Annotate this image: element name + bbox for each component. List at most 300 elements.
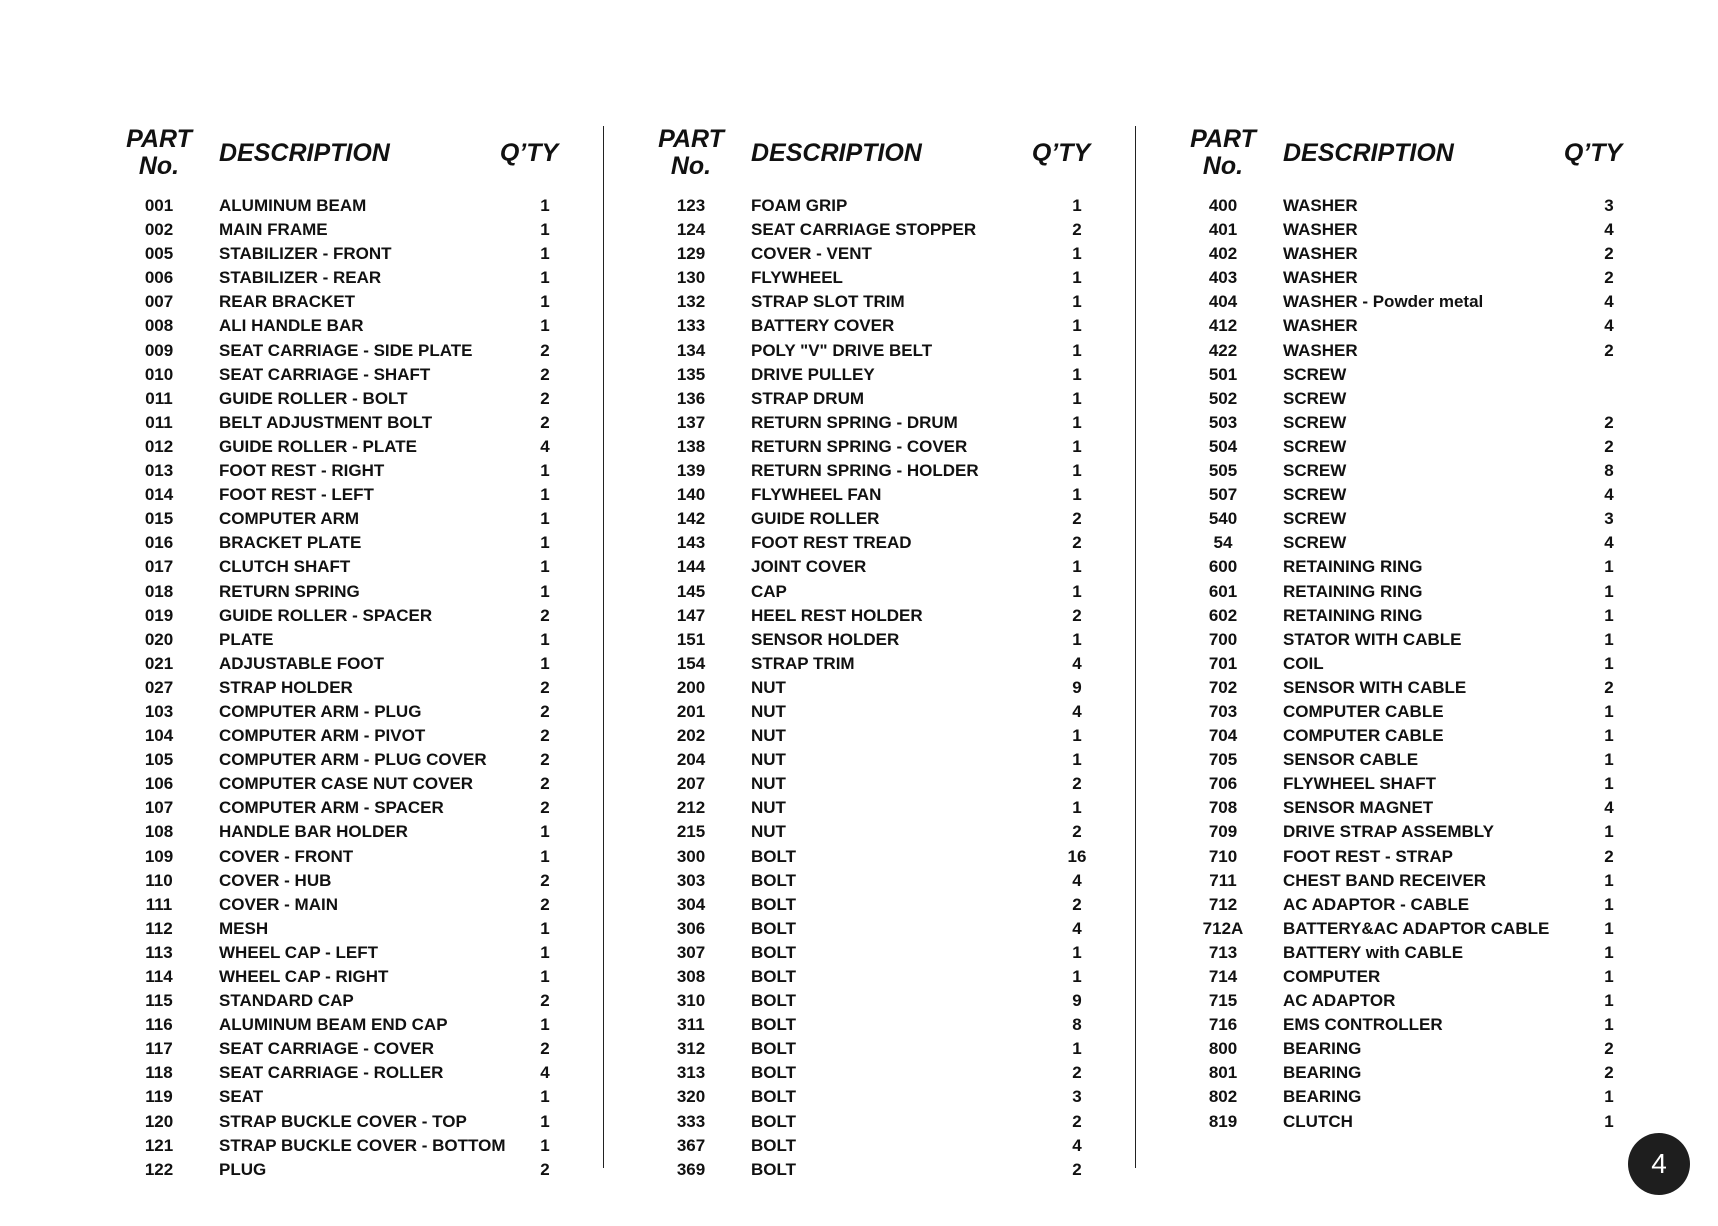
part-quantity: 2 xyxy=(540,677,550,697)
part-description: CHEST BAND RECEIVER xyxy=(1283,870,1487,890)
table-row xyxy=(116,1037,576,1061)
table-row xyxy=(116,965,576,989)
part-quantity: 1 xyxy=(540,316,550,336)
part-description: COVER - MAIN xyxy=(219,894,338,914)
part-quantity: 4 xyxy=(1072,870,1082,890)
part-description: PLUG xyxy=(219,1159,267,1179)
part-description: AC ADAPTOR xyxy=(1283,991,1396,1011)
part-number: 702 xyxy=(1208,677,1238,697)
part-description: ADJUSTABLE FOOT xyxy=(219,653,384,673)
part-description: GUIDE ROLLER - PLATE xyxy=(219,436,418,456)
table-row xyxy=(1180,387,1640,411)
table-row xyxy=(648,1134,1108,1158)
table-row xyxy=(116,411,576,435)
table-row xyxy=(116,676,576,700)
part-number: 703 xyxy=(1208,701,1238,721)
table-row xyxy=(116,989,576,1013)
part-quantity: 1 xyxy=(540,461,550,481)
part-number: 144 xyxy=(676,557,706,577)
part-number: 114 xyxy=(145,967,173,986)
part-description: COVER - HUB xyxy=(219,870,332,890)
part-number: 204 xyxy=(676,750,706,770)
table-row xyxy=(1180,435,1640,459)
table-row xyxy=(116,748,576,772)
part-quantity: 2 xyxy=(540,750,550,770)
part-quantity: 2 xyxy=(1072,774,1082,794)
part-number: 502 xyxy=(1208,388,1238,408)
part-quantity: 1 xyxy=(1072,726,1082,746)
part-description: HEEL REST HOLDER xyxy=(751,605,923,625)
table-row xyxy=(1180,1110,1640,1134)
table-row xyxy=(116,459,576,483)
part-quantity: 4 xyxy=(1072,701,1082,721)
table-row xyxy=(116,845,576,869)
part-description: SEAT CARRIAGE - COVER xyxy=(219,1039,435,1059)
part-quantity xyxy=(1579,363,1639,387)
part-description: BOLT xyxy=(751,942,797,962)
part-description: WHEEL CAP - RIGHT xyxy=(219,967,389,986)
part-number: 802 xyxy=(1208,1087,1238,1107)
part-quantity: 2 xyxy=(540,894,550,914)
part-description: STRAP BUCKLE COVER - BOTTOM xyxy=(219,1135,506,1155)
part-number: 212 xyxy=(676,798,706,818)
table-row xyxy=(1180,314,1640,338)
table-row xyxy=(648,652,1108,676)
part-quantity: 2 xyxy=(540,701,550,721)
table-row xyxy=(116,628,576,652)
part-quantity: 2 xyxy=(540,798,550,818)
part-description: CLUTCH xyxy=(1283,1111,1353,1131)
table-row xyxy=(648,266,1108,290)
part-number: 002 xyxy=(144,220,174,240)
part-number: 121 xyxy=(144,1135,174,1155)
part-number: 145 xyxy=(676,581,706,601)
part-quantity: 2 xyxy=(1604,1039,1614,1059)
table-row xyxy=(648,194,1108,218)
part-description: ALI HANDLE BAR xyxy=(219,316,364,336)
part-description: SCREW xyxy=(1283,485,1347,505)
part-description: SEAT CARRIAGE - SIDE PLATE xyxy=(219,340,473,360)
part-number: 308 xyxy=(676,967,706,986)
part-description: BRACKET PLATE xyxy=(219,533,362,553)
part-number: 705 xyxy=(1208,750,1238,770)
table-row xyxy=(1180,1013,1640,1037)
part-description: DRIVE PULLEY xyxy=(751,364,875,384)
part-quantity: 1 xyxy=(540,1087,550,1107)
table-row xyxy=(116,652,576,676)
part-number: 304 xyxy=(676,894,706,914)
part-number: 015 xyxy=(144,509,174,529)
table-row xyxy=(116,339,576,363)
table-row xyxy=(648,917,1108,941)
table-row xyxy=(116,1110,576,1134)
part-description: BELT ADJUSTMENT BOLT xyxy=(219,412,433,432)
table-row xyxy=(648,724,1108,748)
part-description: PLATE xyxy=(219,629,274,649)
table-row xyxy=(1180,724,1640,748)
part-description: STANDARD CAP xyxy=(219,991,354,1011)
part-description: DRIVE STRAP ASSEMBLY xyxy=(1283,822,1494,842)
part-number: 120 xyxy=(144,1111,174,1131)
table-row xyxy=(648,676,1108,700)
part-description: SCREW xyxy=(1283,388,1347,408)
part-quantity: 2 xyxy=(1604,846,1614,866)
part-quantity: 1 xyxy=(1072,557,1082,577)
table-row xyxy=(648,989,1108,1013)
part-quantity: 1 xyxy=(540,581,550,601)
part-quantity: 1 xyxy=(1604,822,1614,842)
table-row xyxy=(116,700,576,724)
part-description: CLUTCH SHAFT xyxy=(219,557,351,577)
part-quantity: 4 xyxy=(1072,918,1082,938)
part-number: 108 xyxy=(144,822,174,842)
table-row xyxy=(116,387,576,411)
table-row xyxy=(1180,194,1640,218)
part-number: 154 xyxy=(676,653,706,673)
part-description: GUIDE ROLLER - BOLT xyxy=(219,388,408,408)
part-quantity: 1 xyxy=(1072,268,1082,288)
part-description: STABILIZER - REAR xyxy=(219,268,382,288)
table-row xyxy=(648,483,1108,507)
part-quantity: 1 xyxy=(1072,1039,1082,1059)
part-quantity: 1 xyxy=(1072,629,1082,649)
table-row xyxy=(116,1085,576,1109)
part-quantity: 2 xyxy=(540,991,550,1011)
part-number: 017 xyxy=(144,557,174,577)
part-quantity: 1 xyxy=(1604,653,1614,673)
table-row xyxy=(116,893,576,917)
part-description: WASHER xyxy=(1283,220,1358,240)
table-row xyxy=(648,242,1108,266)
part-description: BOLT xyxy=(751,846,797,866)
part-description: NUT xyxy=(751,750,786,770)
table-row xyxy=(648,507,1108,531)
table-row xyxy=(648,555,1108,579)
part-description: SENSOR CABLE xyxy=(1283,750,1419,770)
part-number: 713 xyxy=(1208,942,1238,962)
part-description: SCREW xyxy=(1283,509,1347,529)
table-row xyxy=(116,772,576,796)
part-number: 105 xyxy=(144,750,174,770)
part-description: SCREW xyxy=(1283,436,1347,456)
table-row xyxy=(1180,1037,1640,1061)
part-quantity: 1 xyxy=(540,220,550,240)
table-row xyxy=(116,724,576,748)
part-quantity: 1 xyxy=(1604,701,1614,721)
part-number: 422 xyxy=(1208,340,1238,360)
part-number: 007 xyxy=(144,292,174,312)
part-description: BOLT xyxy=(751,967,797,986)
table-row xyxy=(116,314,576,338)
part-number: 716 xyxy=(1208,1015,1238,1035)
part-description: BEARING xyxy=(1283,1063,1362,1083)
part-number: 018 xyxy=(144,581,174,601)
part-quantity: 1 xyxy=(540,485,550,505)
table-row xyxy=(116,435,576,459)
part-number: 400 xyxy=(1208,196,1238,215)
part-number: 115 xyxy=(145,991,173,1011)
part-number: 001 xyxy=(144,196,174,215)
part-number: 601 xyxy=(1208,581,1238,601)
part-number: 712 xyxy=(1208,894,1238,914)
part-quantity: 1 xyxy=(1604,581,1614,601)
table-row xyxy=(648,1158,1108,1182)
part-quantity: 1 xyxy=(540,557,550,577)
part-number: 369 xyxy=(676,1159,706,1179)
part-quantity: 1 xyxy=(1072,750,1082,770)
part-number: 403 xyxy=(1208,268,1238,288)
part-quantity: 2 xyxy=(1072,1111,1082,1131)
part-number-heading: PART No. xyxy=(658,125,724,180)
part-quantity: 4 xyxy=(1604,220,1614,240)
part-quantity: 1 xyxy=(540,942,550,962)
part-number: 113 xyxy=(145,942,173,962)
parts-rows xyxy=(648,194,1108,1182)
part-number: 143 xyxy=(676,533,706,553)
table-row xyxy=(116,531,576,555)
part-quantity: 2 xyxy=(1072,509,1082,529)
table-row xyxy=(1180,483,1640,507)
part-description: SCREW xyxy=(1283,412,1347,432)
part-description: COMPUTER CABLE xyxy=(1283,701,1444,721)
table-row xyxy=(1180,531,1640,555)
table-row xyxy=(1180,748,1640,772)
part-quantity: 9 xyxy=(1072,991,1082,1011)
part-number: 708 xyxy=(1208,798,1238,818)
part-quantity: 1 xyxy=(1604,942,1614,962)
part-number: 005 xyxy=(144,244,174,264)
table-row xyxy=(648,1037,1108,1061)
table-row xyxy=(648,820,1108,844)
part-number: 201 xyxy=(676,701,706,721)
part-quantity: 1 xyxy=(540,967,550,986)
part-description: WHEEL CAP - LEFT xyxy=(219,942,378,962)
part-number: 600 xyxy=(1208,557,1238,577)
part-description: BEARING xyxy=(1283,1087,1362,1107)
table-row xyxy=(648,1061,1108,1085)
table-row xyxy=(1180,893,1640,917)
part-description: SENSOR WITH CABLE xyxy=(1283,677,1467,697)
part-number: 306 xyxy=(676,918,706,938)
part-number: 602 xyxy=(1208,605,1238,625)
part-description: STATOR WITH CABLE xyxy=(1283,629,1462,649)
part-number: 312 xyxy=(676,1039,706,1059)
part-description: WASHER xyxy=(1283,316,1358,336)
table-row xyxy=(648,700,1108,724)
part-number: 505 xyxy=(1208,461,1238,481)
part-description: STRAP DRUM xyxy=(751,388,865,408)
part-quantity: 2 xyxy=(540,388,550,408)
part-number: 215 xyxy=(676,822,706,842)
part-number: 800 xyxy=(1208,1039,1238,1059)
table-row xyxy=(648,531,1108,555)
part-number: 027 xyxy=(144,677,174,697)
part-description: BATTERY COVER xyxy=(751,316,895,336)
part-quantity: 1 xyxy=(540,1015,550,1035)
part-number: 712A xyxy=(1202,918,1244,938)
table-row xyxy=(116,1134,576,1158)
part-quantity: 2 xyxy=(1072,894,1082,914)
part-quantity: 8 xyxy=(1604,461,1614,481)
part-quantity: 2 xyxy=(1604,268,1614,288)
part-quantity: 1 xyxy=(1072,196,1082,215)
table-row xyxy=(648,796,1108,820)
part-description: BATTERY with CABLE xyxy=(1283,942,1464,962)
part-number: 200 xyxy=(676,677,706,697)
part-number: 117 xyxy=(145,1039,173,1059)
part-quantity: 3 xyxy=(1604,509,1614,529)
part-description: WASHER xyxy=(1283,196,1358,215)
part-quantity: 1 xyxy=(1604,1015,1614,1035)
table-row xyxy=(1180,266,1640,290)
part-number: 107 xyxy=(144,798,174,818)
part-quantity: 2 xyxy=(540,340,550,360)
part-quantity: 2 xyxy=(540,605,550,625)
table-row xyxy=(116,869,576,893)
quantity-heading: Q’TY xyxy=(499,139,559,167)
part-description: WASHER - Powder metal xyxy=(1283,292,1484,312)
part-description: RETAINING RING xyxy=(1283,581,1423,601)
part-number: 140 xyxy=(676,485,706,505)
part-quantity: 1 xyxy=(1604,1087,1614,1107)
part-quantity: 2 xyxy=(1604,677,1614,697)
table-row xyxy=(116,796,576,820)
part-number: 118 xyxy=(145,1063,173,1083)
part-number: 207 xyxy=(676,774,706,794)
table-row xyxy=(648,748,1108,772)
part-number: 402 xyxy=(1208,244,1238,264)
part-quantity: 1 xyxy=(540,822,550,842)
part-quantity: 1 xyxy=(1072,316,1082,336)
part-number: 709 xyxy=(1208,822,1238,842)
part-number: 014 xyxy=(144,485,174,505)
part-number: 139 xyxy=(676,461,706,481)
table-row xyxy=(1180,796,1640,820)
part-number: 320 xyxy=(676,1087,706,1107)
part-description: RETURN SPRING - DRUM xyxy=(751,412,958,432)
part-description: BOLT xyxy=(751,1135,797,1155)
description-heading: DESCRIPTION xyxy=(219,139,390,167)
part-number: 133 xyxy=(676,316,706,336)
parts-column-2 xyxy=(648,126,1108,1182)
part-number: 122 xyxy=(144,1159,174,1179)
part-description: COVER - FRONT xyxy=(219,846,354,866)
part-quantity: 4 xyxy=(540,436,550,456)
table-row xyxy=(116,363,576,387)
table-row xyxy=(648,580,1108,604)
part-description: SCREW xyxy=(1283,533,1347,553)
part-number: 019 xyxy=(144,605,174,625)
table-row xyxy=(116,242,576,266)
part-description: STRAP BUCKLE COVER - TOP xyxy=(219,1111,467,1131)
part-number: 307 xyxy=(676,942,706,962)
part-quantity: 1 xyxy=(540,509,550,529)
part-number: 138 xyxy=(676,436,706,456)
part-description: COMPUTER ARM - PIVOT xyxy=(219,726,426,746)
table-row xyxy=(1180,845,1640,869)
part-description: BOLT xyxy=(751,870,797,890)
part-description: RETURN SPRING - COVER xyxy=(751,436,968,456)
part-quantity: 2 xyxy=(1604,412,1614,432)
part-quantity: 1 xyxy=(540,629,550,649)
part-description: SEAT xyxy=(219,1087,264,1107)
part-quantity: 1 xyxy=(540,533,550,553)
column-divider xyxy=(1135,126,1136,1168)
table-row xyxy=(648,387,1108,411)
table-row xyxy=(1180,772,1640,796)
part-description: COMPUTER ARM - PLUG COVER xyxy=(219,750,487,770)
part-number: 401 xyxy=(1208,220,1238,240)
table-row xyxy=(116,266,576,290)
parts-rows xyxy=(1180,194,1640,1134)
table-row xyxy=(116,483,576,507)
part-description: RETAINING RING xyxy=(1283,605,1423,625)
parts-rows xyxy=(116,194,576,1182)
part-description: NUT xyxy=(751,798,786,818)
part-number: 147 xyxy=(676,605,706,625)
table-row xyxy=(116,1061,576,1085)
part-quantity: 1 xyxy=(1604,991,1614,1011)
part-quantity: 1 xyxy=(1072,412,1082,432)
part-quantity: 2 xyxy=(540,870,550,890)
part-quantity: 4 xyxy=(1604,798,1614,818)
part-description: BOLT xyxy=(751,1063,797,1083)
part-quantity: 1 xyxy=(1604,1111,1614,1131)
part-number: 142 xyxy=(676,509,706,529)
table-row xyxy=(648,965,1108,989)
table-row xyxy=(648,411,1108,435)
part-quantity: 1 xyxy=(1604,894,1614,914)
parts-column-3 xyxy=(1180,126,1640,1134)
part-quantity: 1 xyxy=(1072,292,1082,312)
part-quantity: 1 xyxy=(540,196,550,215)
table-row xyxy=(1180,604,1640,628)
part-description: GUIDE ROLLER - SPACER xyxy=(219,605,433,625)
part-number: 303 xyxy=(676,870,706,890)
part-quantity: 1 xyxy=(1604,557,1614,577)
part-description: BOLT xyxy=(751,1159,797,1179)
parts-column-1 xyxy=(116,126,576,1182)
table-row xyxy=(1180,459,1640,483)
part-number: 112 xyxy=(145,918,173,938)
part-quantity: 2 xyxy=(1072,533,1082,553)
part-description: WASHER xyxy=(1283,268,1358,288)
part-number: 012 xyxy=(144,436,174,456)
table-row xyxy=(648,845,1108,869)
part-description: BOLT xyxy=(751,1039,797,1059)
part-number: 124 xyxy=(676,220,706,240)
part-quantity: 2 xyxy=(540,726,550,746)
part-quantity: 1 xyxy=(1604,918,1614,938)
part-quantity: 1 xyxy=(540,268,550,288)
part-description: SEAT CARRIAGE - ROLLER xyxy=(219,1063,444,1083)
part-description: SENSOR HOLDER xyxy=(751,629,900,649)
column-header xyxy=(648,126,1108,186)
table-row xyxy=(116,555,576,579)
part-quantity: 2 xyxy=(1604,436,1614,456)
table-row xyxy=(1180,1085,1640,1109)
part-description: COMPUTER CABLE xyxy=(1283,726,1444,746)
part-number: 116 xyxy=(145,1015,173,1035)
part-quantity: 2 xyxy=(540,774,550,794)
part-number: 310 xyxy=(676,991,706,1011)
part-number-heading: PART No. xyxy=(126,125,192,180)
part-number: 710 xyxy=(1208,846,1238,866)
part-number: 700 xyxy=(1208,629,1238,649)
part-description: AC ADAPTOR - CABLE xyxy=(1283,894,1470,914)
part-quantity: 1 xyxy=(1072,581,1082,601)
part-quantity: 1 xyxy=(1072,461,1082,481)
